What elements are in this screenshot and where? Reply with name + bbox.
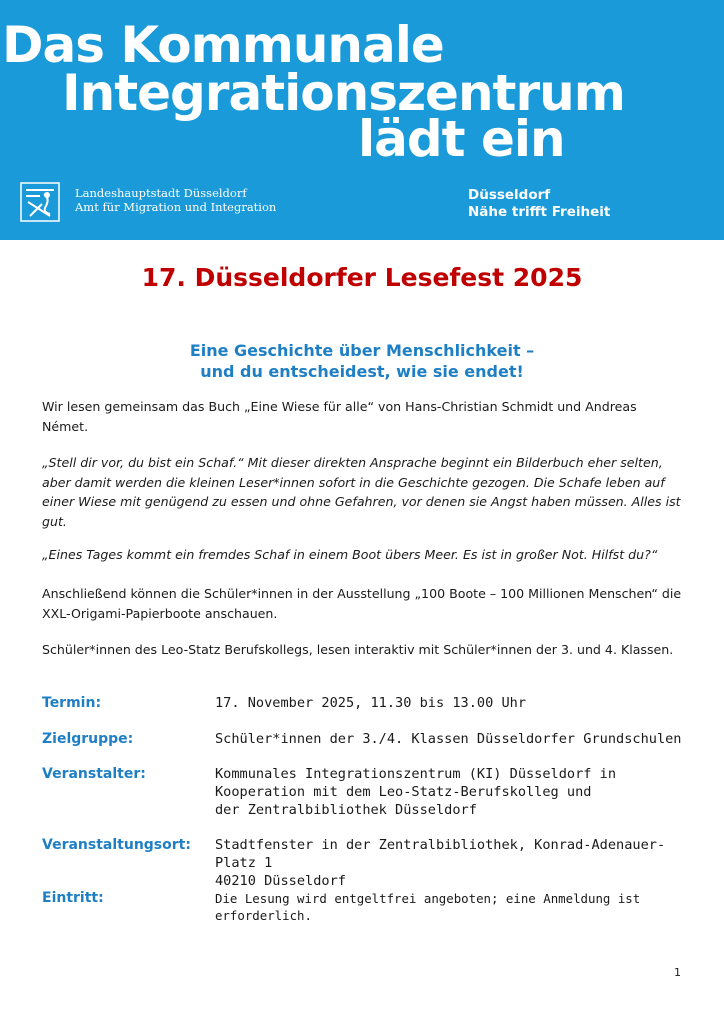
- office-name-line2: Amt für Migration und Integration: [75, 200, 277, 214]
- termin-value: 17. November 2025, 11.30 bis 13.00 Uhr: [215, 695, 526, 711]
- eintritt-line2: erforderlich.: [215, 908, 312, 923]
- event-subtitle: [0, 340, 724, 382]
- ort-line1: Stadtfenster in der Zentralbibliothek, Konrad-Adenauer-Platz 1: [215, 837, 666, 871]
- eintritt-line1: Die Lesung wird entgeltfrei angeboten; eine Anmeldung ist: [215, 891, 641, 906]
- office-name: [75, 186, 276, 214]
- eintritt-label: Eintritt:: [42, 890, 104, 906]
- page-number: 1: [674, 966, 681, 979]
- banner-title-line2: Integrationszentrum: [62, 64, 625, 122]
- ort-line2: 40210 Düsseldorf: [215, 873, 346, 889]
- veranstaltungsort-value: [215, 836, 695, 890]
- zielgruppe-value: Schüler*innen der 3./4. Klassen Düsseldorfer Grundschulen: [215, 731, 682, 747]
- veranstalter-line2: Kooperation mit dem Leo-Statz-Berufskolleg und: [215, 784, 592, 800]
- banner-title-line1: Das Kommunale: [2, 16, 444, 74]
- subtitle-line2: und du entscheidest, wie sie endet!: [200, 362, 524, 381]
- event-title: 17. Düsseldorfer Lesefest 2025: [141, 263, 583, 292]
- banner-title-line3: lädt ein: [358, 110, 565, 168]
- exhibition-paragraph: Anschließend können die Schüler*innen in der Ausstellung „100 Boote – 100 Millionen Menschen“ die XXL-Origami-Papierboote anschauen.: [42, 586, 682, 621]
- veranstalter-value: [215, 765, 695, 819]
- veranstaltungsort-label: Veranstaltungsort:: [42, 837, 191, 853]
- subtitle-line1: Eine Geschichte über Menschlichkeit –: [189, 341, 535, 360]
- intro-paragraph: Wir lesen gemeinsam das Buch „Eine Wiese für alle“ von Hans-Christian Schmidt und Andreas Német.: [42, 399, 637, 434]
- veranstalter-line3: der Zentralbibliothek Düsseldorf: [215, 802, 477, 818]
- slogan-line1: Düsseldorf: [468, 187, 551, 203]
- veranstalter-line1: Kommunales Integrationszentrum (KI) Düsseldorf in: [215, 766, 617, 782]
- termin-label: Termin:: [42, 695, 102, 711]
- zielgruppe-label: Zielgruppe:: [42, 731, 134, 747]
- quote-paragraph: „Stell dir vor, du bist ein Schaf.“ Mit dieser direkten Ansprache beginnt ein Bilderbuch eher selten, aber damit werden die kleinen Leser*innen sofort in die Geschichte gezogen. Die Schafe leben auf einer Wiese mit genügend zu essen und ohne Gefahren, vor denen sie Angst haben müssen. Alles ist gut.: [42, 455, 681, 529]
- city-coat-of-arms-icon: [20, 182, 60, 222]
- veranstalter-label: Veranstalter:: [42, 766, 146, 782]
- slogan-line2: Nähe trifft Freiheit: [468, 204, 611, 220]
- eintritt-value: [215, 890, 695, 924]
- city-slogan: [468, 187, 610, 221]
- question-paragraph: „Eines Tages kommt ein fremdes Schaf in einem Boot übers Meer. Es ist in großer Not. Hilfst du?“: [42, 547, 658, 562]
- header-banner: [0, 0, 724, 240]
- readers-paragraph: Schüler*innen des Leo-Statz Berufskollegs, lesen interaktiv mit Schüler*innen der 3. und 4. Klassen.: [42, 642, 674, 657]
- office-name-line1: Landeshauptstadt Düsseldorf: [75, 186, 247, 200]
